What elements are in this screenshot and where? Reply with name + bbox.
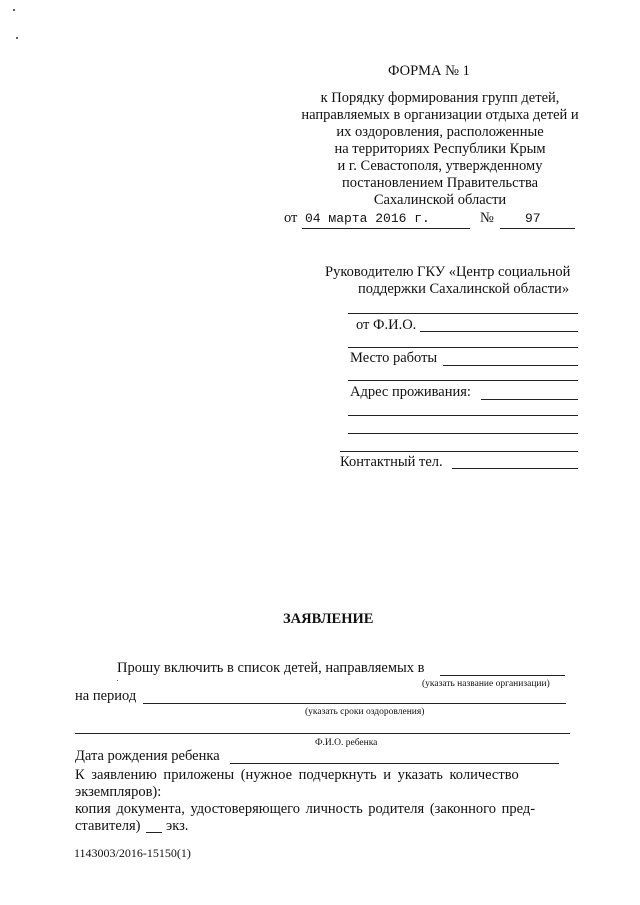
- number-underline: [500, 228, 575, 229]
- addressee-line-1: Руководителю ГКУ «Центр социальной: [325, 264, 571, 280]
- phone-label: Контактный тел.: [340, 454, 443, 470]
- child-name-field-line[interactable]: [75, 733, 570, 734]
- scan-speck: [117, 680, 118, 681]
- scan-speck: [13, 9, 15, 11]
- number-prefix: №: [480, 210, 494, 226]
- header-line-4: на территориях Республики Крым: [334, 141, 546, 157]
- period-hint: (указать сроки оздоровления): [305, 707, 425, 717]
- from-label: от Ф.И.О.: [356, 317, 417, 333]
- scan-speck: [16, 37, 18, 39]
- statement-title: ЗАЯВЛЕНИЕ: [283, 611, 374, 627]
- copy-line-1: копия документа, удостоверяющего личность родителя (законного пред-: [75, 801, 536, 817]
- header-line-7: Сахалинской области: [373, 192, 507, 208]
- header-line-6: постановлением Правительства: [341, 175, 539, 191]
- header-line-3: их оздоровления, расположенные: [336, 124, 544, 140]
- addressee-line-2: поддержки Сахалинской области»: [358, 281, 570, 297]
- copy-line-2-end: экз.: [166, 818, 189, 834]
- copy-count-field-line[interactable]: [146, 832, 162, 833]
- child-name-hint: Ф.И.О. ребенка: [315, 738, 378, 748]
- address-extra-line-1[interactable]: [348, 415, 578, 416]
- header-line-1: к Порядку формирования групп детей,: [320, 90, 560, 106]
- form-title: ФОРМА № 1: [388, 63, 470, 79]
- address-extra-line-3[interactable]: [340, 451, 578, 452]
- address-label: Адрес проживания:: [350, 384, 471, 400]
- workplace-field-line[interactable]: [443, 365, 578, 366]
- attachments-line-2: экземпляров):: [75, 784, 162, 800]
- workplace-label: Место работы: [350, 350, 438, 366]
- copy-line-2-start: ставителя): [75, 818, 141, 834]
- address-field-line[interactable]: [481, 399, 578, 400]
- birth-date-label: Дата рождения ребенка: [75, 748, 220, 764]
- document-code: 1143003/2016-15150(1): [74, 846, 191, 860]
- birth-date-field-line[interactable]: [230, 763, 559, 764]
- workplace-extra-line[interactable]: [348, 380, 578, 381]
- number-value: 97: [525, 211, 541, 226]
- header-line-5: и г. Севастополя, утвержденному: [337, 158, 543, 174]
- period-field-line[interactable]: [143, 703, 566, 704]
- from-extra-line[interactable]: [348, 347, 578, 348]
- addressee-blank-line: [348, 313, 578, 314]
- attachments-line-1: К заявлению приложены (нужное подчеркнуть и указать количество: [75, 767, 519, 783]
- request-text: Прошу включить в список детей, направляемых в: [117, 660, 425, 676]
- date-underline: [302, 228, 470, 229]
- date-value: 04 марта 2016 г.: [305, 211, 430, 226]
- address-extra-line-2[interactable]: [348, 433, 578, 434]
- period-label: на период: [75, 688, 137, 704]
- header-line-2: направляемых в организации отдыха детей и: [301, 107, 579, 123]
- organization-hint: (указать название организации): [422, 679, 550, 689]
- phone-field-line[interactable]: [452, 468, 578, 469]
- date-prefix: от: [284, 210, 298, 226]
- from-field-line[interactable]: [420, 331, 578, 332]
- organization-field-line[interactable]: [440, 675, 565, 676]
